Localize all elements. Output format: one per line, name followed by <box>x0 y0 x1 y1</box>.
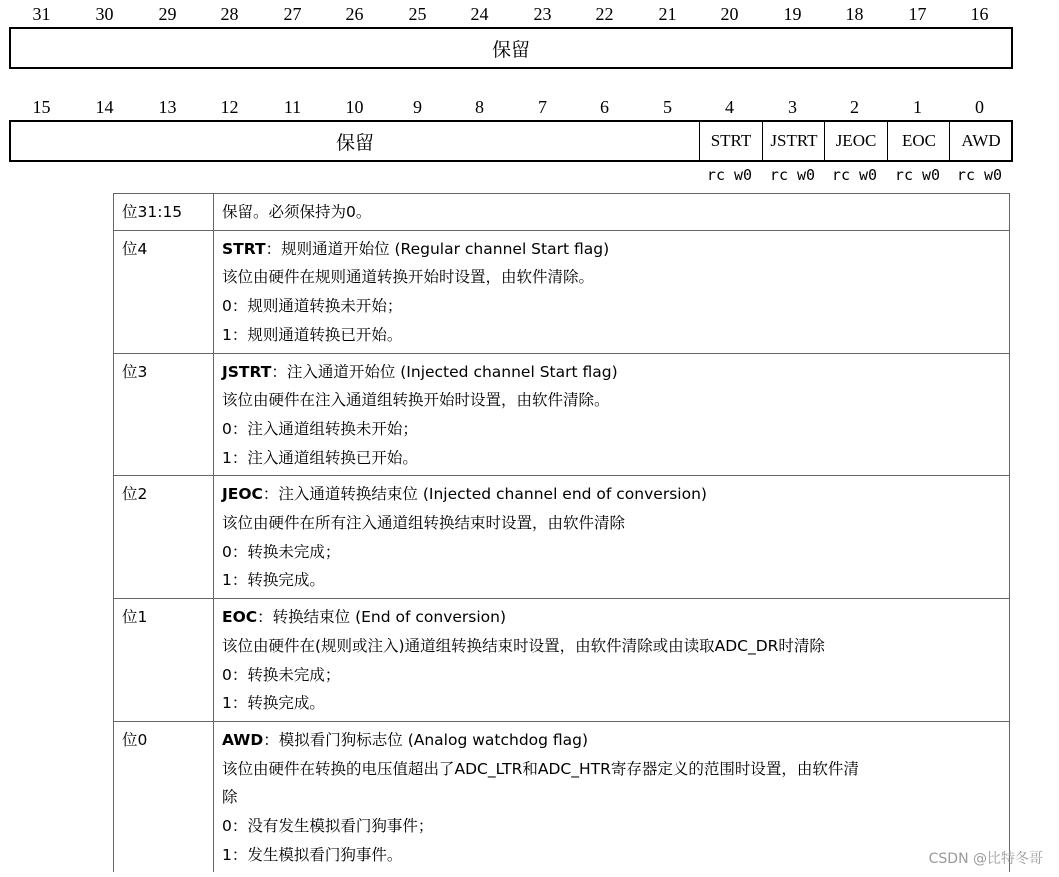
lower-register-box <box>9 120 1013 162</box>
description-line: 1：转换完成。 <box>222 694 325 713</box>
bit-description <box>214 599 1010 722</box>
description-line: 0：转换未完成； <box>222 542 341 561</box>
description-line: 该位由硬件在转换的电压值超出了ADC_LTR和ADC_HTR寄存器定义的范围时设置，由软件清 <box>222 759 859 778</box>
bit-number: 28 <box>220 4 239 24</box>
bit-number: 9 <box>413 97 422 117</box>
description-line: 1：规则通道转换已开始。 <box>222 325 403 344</box>
bit-number: 0 <box>975 97 984 117</box>
field-awd: AWD <box>949 122 1012 160</box>
field-eoc: EOC <box>887 122 950 160</box>
description-line: 0：注入通道组转换未开始； <box>222 419 418 438</box>
description-line: 1：转换完成。 <box>222 571 325 590</box>
description-line: 1：注入通道组转换已开始。 <box>222 448 418 467</box>
bit-number: 1 <box>913 97 922 117</box>
description-line: 该位由硬件在(规则或注入)通道组转换结束时设置，由软件清除或由读取ADC_DR时清除 <box>222 636 825 655</box>
description-line: 该位由硬件在规则通道转换开始时设置，由软件清除。 <box>222 268 595 287</box>
field-jstrt: JSTRT <box>762 122 825 160</box>
table-row <box>114 476 1010 599</box>
bit-number: 5 <box>663 97 672 117</box>
bit-description <box>214 194 1010 231</box>
table-row <box>114 599 1010 722</box>
description-line: 0：转换未完成； <box>222 665 341 684</box>
field-title: ：注入通道转换结束位 (Injected channel end of conversion) <box>262 485 707 504</box>
bit-number: 12 <box>220 97 239 117</box>
bit-description <box>214 721 1010 872</box>
bit-number: 22 <box>595 4 614 24</box>
table-row <box>114 721 1010 872</box>
description-line: 0：没有发生模拟看门狗事件； <box>222 817 434 836</box>
bit-label: 位1 <box>114 599 214 722</box>
reserved-field-lower: 保留 <box>335 131 374 154</box>
lower-bit-numbers <box>0 95 1059 119</box>
reserved-field-upper: 保留 <box>491 38 530 61</box>
table-row <box>114 194 1010 231</box>
field-name: AWD <box>222 730 264 749</box>
field-heading <box>222 358 1001 387</box>
field-title: ：模拟看门狗标志位 (Analog watchdog flag) <box>263 730 589 749</box>
bit-number: 10 <box>345 97 364 117</box>
field-title: ：转换结束位 (End of conversion) <box>257 608 507 627</box>
field-name: JEOC <box>222 485 263 504</box>
field-name: STRT <box>222 239 266 258</box>
description-line: 除 <box>222 788 238 807</box>
bit-label: 位0 <box>114 721 214 872</box>
bit-label: 位2 <box>114 476 214 599</box>
bit-number: 17 <box>908 4 927 24</box>
bit-number: 2 <box>850 97 859 117</box>
description-line: 该位由硬件在注入通道组转换开始时设置，由软件清除。 <box>222 391 610 410</box>
bit-number: 13 <box>158 97 177 117</box>
access-type-jstrt: rc w0 <box>769 166 816 184</box>
field-heading <box>222 235 1001 264</box>
description-line: 1：发生模拟看门狗事件。 <box>222 845 403 864</box>
field-heading <box>222 603 1001 632</box>
bit-number: 27 <box>283 4 302 24</box>
table-row <box>114 353 1010 476</box>
bit-number: 26 <box>345 4 364 24</box>
bit-number: 19 <box>783 4 802 24</box>
field-name: JSTRT <box>222 362 272 381</box>
upper-bit-numbers <box>0 2 1059 26</box>
bit-number: 29 <box>158 4 177 24</box>
access-type-strt: rc w0 <box>706 166 753 184</box>
bit-number: 30 <box>95 4 114 24</box>
bit-number: 20 <box>720 4 739 24</box>
bit-number: 7 <box>538 97 547 117</box>
bit-number: 18 <box>845 4 864 24</box>
access-type-eoc: rc w0 <box>894 166 941 184</box>
field-name: EOC <box>222 608 258 627</box>
field-title: ：注入通道开始位 (Injected channel Start flag) <box>271 362 618 381</box>
bit-number: 31 <box>32 4 51 24</box>
bit-number: 14 <box>95 97 114 117</box>
bit-number: 16 <box>970 4 989 24</box>
bit-description-table <box>113 193 1010 872</box>
description-line: 保留。必须保持为0。 <box>222 203 372 221</box>
table-row <box>114 230 1010 353</box>
bit-description <box>214 476 1010 599</box>
field-jeoc: JEOC <box>824 122 887 160</box>
bit-number: 11 <box>283 97 302 117</box>
field-heading <box>222 726 1001 755</box>
bit-label: 位3 <box>114 353 214 476</box>
upper-register-box <box>9 27 1013 69</box>
field-heading <box>222 480 1001 509</box>
watermark: CSDN @比特冬哥 <box>928 851 1043 867</box>
bit-number: 15 <box>32 97 51 117</box>
description-line: 0：规则通道转换未开始； <box>222 297 403 316</box>
bit-number: 6 <box>600 97 609 117</box>
access-type-jeoc: rc w0 <box>831 166 878 184</box>
access-type-awd: rc w0 <box>956 166 1003 184</box>
bit-number: 8 <box>475 97 484 117</box>
bit-label: 位31:15 <box>114 194 214 231</box>
bit-number: 3 <box>788 97 797 117</box>
bit-number: 21 <box>658 4 677 24</box>
bit-description <box>214 353 1010 476</box>
field-title: ：规则通道开始位 (Regular channel Start flag) <box>265 239 610 258</box>
bit-description <box>214 230 1010 353</box>
description-line: 该位由硬件在所有注入通道组转换结束时设置，由软件清除 <box>222 514 626 533</box>
bit-label: 位4 <box>114 230 214 353</box>
bit-number: 24 <box>470 4 489 24</box>
bit-number: 25 <box>408 4 427 24</box>
bit-number: 23 <box>533 4 552 24</box>
field-strt: STRT <box>699 122 762 160</box>
bit-number: 4 <box>725 97 734 117</box>
